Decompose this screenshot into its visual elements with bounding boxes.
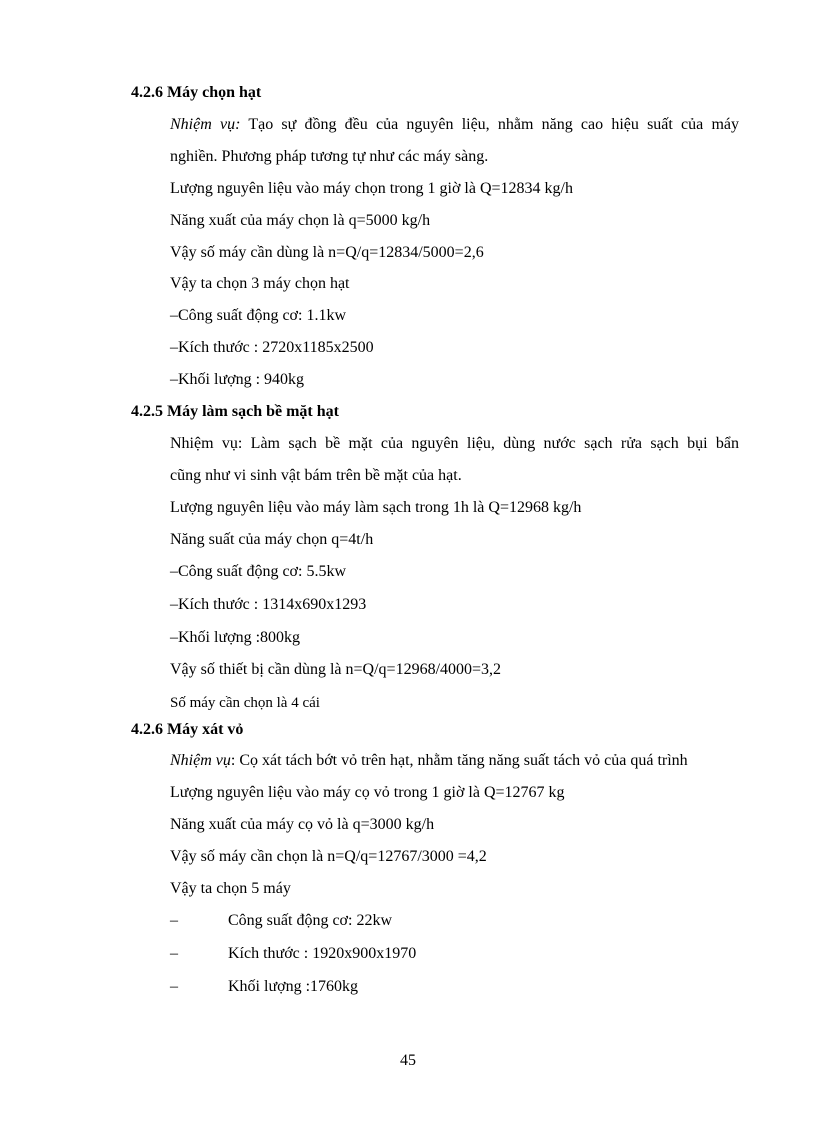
text-line: Lượng nguyên liệu vào máy cọ vỏ trong 1 giờ là Q=12767 kg [170,784,565,801]
text-line: Vậy số thiết bị cần dùng là n=Q/q=12968/4000=3,2 [170,661,502,678]
spec-text: Công suất động cơ: 22kw [228,912,393,929]
text-line: Vậy ta chọn 3 máy chọn hạt [170,275,350,292]
text-line: Lượng nguyên liệu vào máy chọn trong 1 giờ là Q=12834 kg/h [170,180,573,197]
task-label: Nhiệm vụ: [170,116,241,133]
section-task-line [170,115,739,135]
section-task-line-continued: nghiền. Phương pháp tương tự như các máy sàng. [170,148,489,165]
section-heading-may-chon-hat: 4.2.6 Máy chọn hạt [131,84,262,101]
spec-line: –Công suất động cơ: 1.1kw [170,307,347,324]
spec-line: –Kích thước : 1314x690x1293 [170,596,367,613]
text-line: Vậy số máy cần dùng là n=Q/q=12834/5000=2,6 [170,244,484,261]
section-task-line-continued: cũng như vi sinh vật bám trên bề mặt của hạt. [170,467,462,484]
spec-line: –Kích thước : 2720x1185x2500 [170,339,374,356]
spec-dash: – [170,978,178,995]
text-line: Lượng nguyên liệu vào máy làm sạch trong 1h là Q=12968 kg/h [170,499,582,516]
spec-dash: – [170,912,178,929]
text-line: Năng xuất của máy cọ vỏ là q=3000 kg/h [170,816,435,833]
text-line: Vậy số máy cần chọn là n=Q/q=12767/3000 =4,2 [170,848,487,865]
section-task-line [170,751,688,771]
spec-line: –Công suất động cơ: 5.5kw [170,563,347,580]
text-line: Vậy ta chọn 5 máy [170,880,291,897]
section-task-line: Nhiệm vụ: Làm sạch bề mặt của nguyên liệu, dùng nước sạch rửa sạch bụi bẩn [170,435,739,452]
text-line: Số máy cần chọn là 4 cái [170,695,320,711]
section-heading-may-lam-sach: 4.2.5 Máy làm sạch bề mặt hạt [131,403,339,420]
task-text: Tạo sự đồng đều của nguyên liệu, nhằm năng cao hiệu suất của máy [240,116,739,133]
spec-text: Khối lượng :1760kg [228,978,359,995]
text-line: Năng suất của máy chọn q=4t/h [170,531,374,548]
spec-dash: – [170,945,178,962]
spec-line: –Khối lượng : 940kg [170,371,305,388]
section-heading-may-xat-vo: 4.2.6 Máy xát vỏ [131,721,244,738]
spec-line: –Khối lượng :800kg [170,629,301,646]
page-number: 45 [400,1052,416,1069]
text-line: Năng xuất của máy chọn là q=5000 kg/h [170,212,431,229]
task-label: Nhiệm vụ [170,752,231,769]
task-text: : Cọ xát tách bớt vỏ trên hạt, nhằm tăng năng suất tách vỏ của quá trình [230,752,688,769]
spec-text: Kích thước : 1920x900x1970 [228,945,417,962]
